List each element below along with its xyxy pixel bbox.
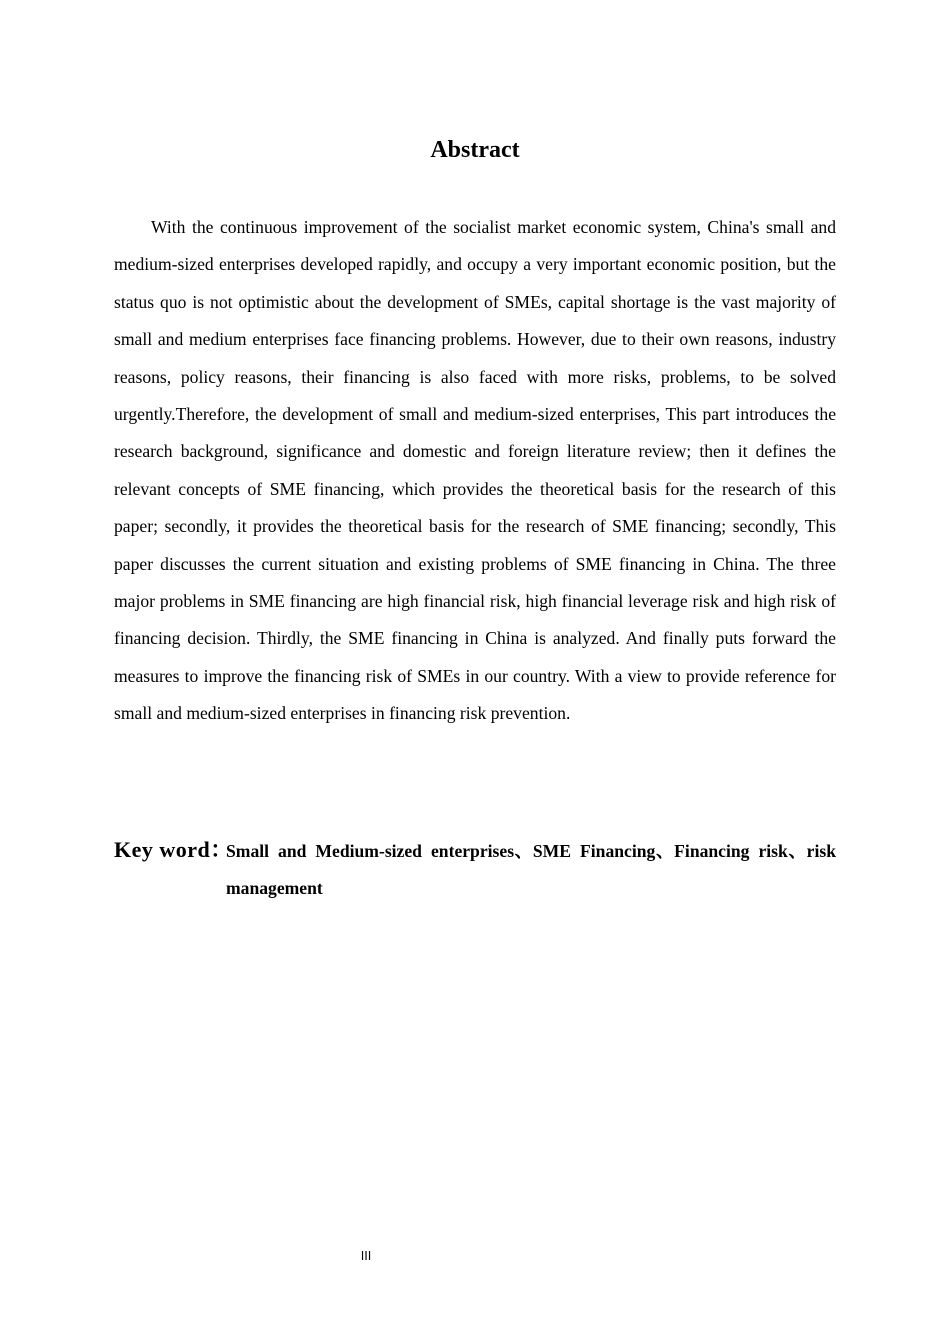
abstract-title: Abstract (430, 137, 520, 163)
keywords-row (114, 832, 836, 907)
keywords-text: Small and Medium-sized enterprises、SME Financing、Financing risk、risk management (226, 841, 836, 898)
abstract-paragraph: With the continuous improvement of the socialist market economic system, China's small and medium-sized enterprises developed rapidly, and occupy a very important economic position, but the status quo is not optimistic about the development of SMEs, capital shortage is the vast majority of small and medium enterprises face financing problems. However, due to their own reasons, industry reasons, policy reasons, their financing is also faced with more risks, problems, to be solved urgently.Therefore, the development of small and medium-sized enterprises, This part introduces the research background, significance and domestic and foreign literature review; then it defines the relevant concepts of SME financing, which provides the theoretical basis for the research of this paper; secondly, it provides the theoretical basis for the research of SME financing; secondly, This paper discusses the current situation and existing problems of SME financing in China. The three major problems in SME financing are high financial risk, high financial leverage risk and high risk of financing decision. Thirdly, the SME financing in China is analyzed. And finally puts forward the measures to improve the financing risk of SMEs in our country. With a view to provide reference for small and medium-sized enterprises in financing risk prevention. (114, 217, 836, 724)
page-number: III (360, 1249, 372, 1263)
keywords-label: Key word： (114, 837, 233, 862)
keywords-section (114, 832, 836, 907)
